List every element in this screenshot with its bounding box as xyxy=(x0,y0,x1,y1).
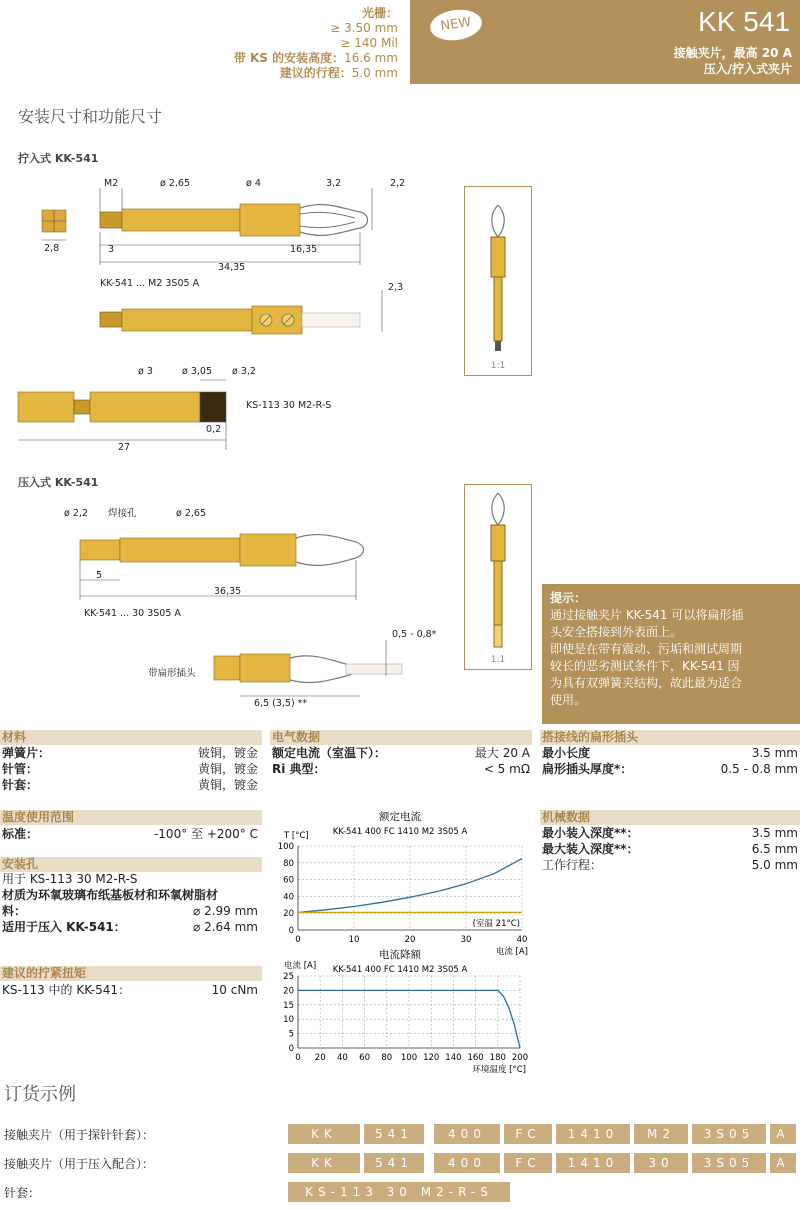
mechanical-header: 机械数据 xyxy=(540,810,800,825)
screw-type-drawing xyxy=(0,160,460,460)
note-box xyxy=(542,584,800,724)
order-row-label: 接触夹片（用于压入配合）： xyxy=(4,1157,155,1171)
tab-plug-label: 带扁形插头 xyxy=(148,668,196,679)
chart-subtitle: KK-541 400 FC 1410 M2 3S05 A xyxy=(332,827,468,837)
x-tick-label: 10 xyxy=(348,935,360,945)
x-tick-label: 20 xyxy=(404,935,416,945)
spec-height-value: 16.6 mm xyxy=(344,51,398,65)
press-scale-box xyxy=(464,484,532,670)
dim-27: 27 xyxy=(118,442,131,453)
screw-scale-box xyxy=(464,186,532,376)
x-tick-label: 40 xyxy=(516,935,528,945)
note-line: 头安全搭接到外表面上。 xyxy=(550,625,683,639)
x-tick-label: 200 xyxy=(511,1053,529,1063)
electrical-header: 电气数据 xyxy=(270,730,532,745)
x-tick-label: 140 xyxy=(445,1053,462,1063)
temperature-header: 温度使用范围 xyxy=(0,810,262,825)
dim-d265: ø 2,65 xyxy=(160,178,190,189)
order-cell: 1410 xyxy=(556,1153,630,1173)
dim-1635: 16,35 xyxy=(290,244,318,255)
order-cell: A xyxy=(770,1124,796,1144)
tab-fit-header: 搭接线的扁形插头 xyxy=(540,730,800,745)
screw-scale-label: 1:1 xyxy=(490,361,506,371)
note-line: 为具有双弹簧夹结构，故此最为适合 xyxy=(550,676,743,690)
current-derating-chart xyxy=(270,946,540,1074)
header-box xyxy=(410,0,800,84)
spec-grid-mil: ≥ 140 Mil xyxy=(340,36,398,50)
x-tick-label: 100 xyxy=(400,1053,418,1063)
press-type-drawing xyxy=(0,490,460,710)
chart-title: 电流降额 xyxy=(379,949,421,961)
x-axis-label: 环境温度 [°C] xyxy=(472,1065,526,1075)
dim-3435: 34,35 xyxy=(218,262,246,273)
dim-d22: ø 2,2 xyxy=(64,508,88,519)
torque-header: 建议的拧紧扭矩 xyxy=(0,966,262,981)
material-header: 材料 xyxy=(0,730,262,745)
dim-5: 5 xyxy=(96,570,103,581)
x-tick-label: 80 xyxy=(381,1053,393,1063)
spec-grid-label: 光栅： xyxy=(361,6,398,20)
chart-title: 额定电流 xyxy=(379,811,421,823)
dim-28: 2,8 xyxy=(44,243,60,254)
y-tick-label: 0 xyxy=(288,926,294,936)
mounting-hole-header: 安装孔 xyxy=(0,857,262,872)
x-tick-label: 40 xyxy=(336,1053,348,1063)
spec-stroke-value: 5.0 mm xyxy=(351,66,398,80)
order-cell: 3S05 xyxy=(692,1153,766,1173)
x-tick-label: 0 xyxy=(295,1053,301,1063)
order-cell: 400 xyxy=(434,1153,500,1173)
dim-tab-thickness: 0,5 - 0,8* xyxy=(392,629,437,640)
y-tick-label: 80 xyxy=(283,858,294,869)
dim-d3: ø 3 xyxy=(138,366,153,377)
note-line: 通过接触夹片 KK-541 可以将扁形插 xyxy=(550,608,744,622)
y-tick-label: 20 xyxy=(283,986,294,997)
x-tick-label: 180 xyxy=(489,1053,506,1063)
dim-3: 3 xyxy=(108,244,115,255)
note-line: 即使是在带有震动、污垢和测试周期 xyxy=(550,642,743,656)
order-cell: 400 xyxy=(434,1124,500,1144)
x-tick-label: 0 xyxy=(295,935,301,945)
order-cell: 3S05 xyxy=(692,1124,766,1144)
order-title: 订货示例 xyxy=(4,1084,76,1105)
dim-23: 2,3 xyxy=(388,282,404,293)
screw-type-title: 拧入式 KK-541 xyxy=(18,152,99,165)
new-badge: NEW xyxy=(428,7,484,44)
y-tick-label: 20 xyxy=(283,909,294,920)
spec-height-label: 带 KS 的安装高度： xyxy=(233,51,345,65)
order-cell: A xyxy=(770,1153,796,1173)
sleeve-part-no: KS-113 30 M2-R-S xyxy=(246,400,332,411)
dim-d265-press: ø 2,65 xyxy=(176,508,206,519)
note-title: 提示： xyxy=(550,591,587,605)
chart-annotation: (室温 21°C) xyxy=(472,919,520,929)
spec-stroke-label: 建议的行程： xyxy=(279,66,352,80)
dim-02: 0,2 xyxy=(206,424,222,435)
header-subtitle-2: 压入/拧入式夹片 xyxy=(703,62,792,76)
dim-d4: ø 4 xyxy=(246,178,261,189)
order-cell: FC xyxy=(504,1124,552,1144)
x-tick-label: 120 xyxy=(423,1053,440,1063)
press-part-no: KK-541 ... 30 3S05 A xyxy=(84,608,181,619)
screw-part-no: KK-541 ... M2 3S05 A xyxy=(100,278,200,289)
order-row-label: 针套： xyxy=(4,1186,41,1200)
y-tick-label: 60 xyxy=(283,875,294,886)
y-tick-label: 5 xyxy=(288,1029,294,1040)
order-cell: FC xyxy=(504,1153,552,1173)
order-cell: 30 xyxy=(634,1153,688,1173)
y-tick-label: 0 xyxy=(288,1044,294,1054)
dim-22: 2,2 xyxy=(390,178,406,189)
y-tick-label: 100 xyxy=(277,842,294,852)
press-type-title: 压入式 KK-541 xyxy=(18,476,99,489)
dim-d305: ø 3,05 xyxy=(182,366,212,377)
dim-3635: 36,35 xyxy=(214,586,242,597)
chart-subtitle: KK-541 400 FC 1410 M2 3S05 A xyxy=(332,965,468,975)
y-axis-label: 电流 [A] xyxy=(284,961,317,971)
x-tick-label: 30 xyxy=(460,935,472,945)
screw-scale-drawing xyxy=(465,187,531,357)
y-tick-label: 40 xyxy=(283,892,294,903)
header-subtitle-1: 接触夹片，最高 20 A xyxy=(673,46,792,60)
order-cell: M2 xyxy=(634,1124,688,1144)
section-title: 安装尺寸和功能尺寸 xyxy=(18,107,163,126)
press-scale-drawing xyxy=(465,485,531,651)
x-axis-label: 电流 [A] xyxy=(495,947,528,957)
order-cell: 541 xyxy=(364,1153,424,1173)
order-cell: KS-113 30 M2-R-S xyxy=(288,1182,510,1202)
order-cell: 541 xyxy=(364,1124,424,1144)
x-tick-label: 160 xyxy=(467,1053,484,1063)
y-axis-label: T [°C] xyxy=(284,831,309,841)
dim-solder-hole: 焊接孔 xyxy=(108,508,137,519)
press-scale-label: 1:1 xyxy=(490,655,506,665)
x-tick-label: 20 xyxy=(314,1053,326,1063)
spec-grid-mm: ≥ 3.50 mm xyxy=(330,21,398,35)
dim-m2: M2 xyxy=(104,178,119,189)
dim-32: 3,2 xyxy=(326,178,342,189)
note-line: 较长的恶劣测试条件下，KK-541 因 xyxy=(550,659,740,673)
y-tick-label: 15 xyxy=(283,1000,294,1011)
x-tick-label: 60 xyxy=(359,1053,371,1063)
product-name: KK 541 xyxy=(698,6,790,37)
order-cell: 1410 xyxy=(556,1124,630,1144)
order-cell: KK xyxy=(288,1153,360,1173)
y-tick-label: 25 xyxy=(283,972,294,982)
header-specs xyxy=(200,6,398,81)
order-row-label: 接触夹片（用于探针针套）： xyxy=(4,1128,155,1142)
dim-d32: ø 3,2 xyxy=(232,366,256,377)
y-tick-label: 10 xyxy=(283,1015,294,1026)
dim-tab-depth: 6,5 (3,5) ** xyxy=(254,698,308,709)
order-cell: KK xyxy=(288,1124,360,1144)
note-line: 使用。 xyxy=(550,693,587,707)
